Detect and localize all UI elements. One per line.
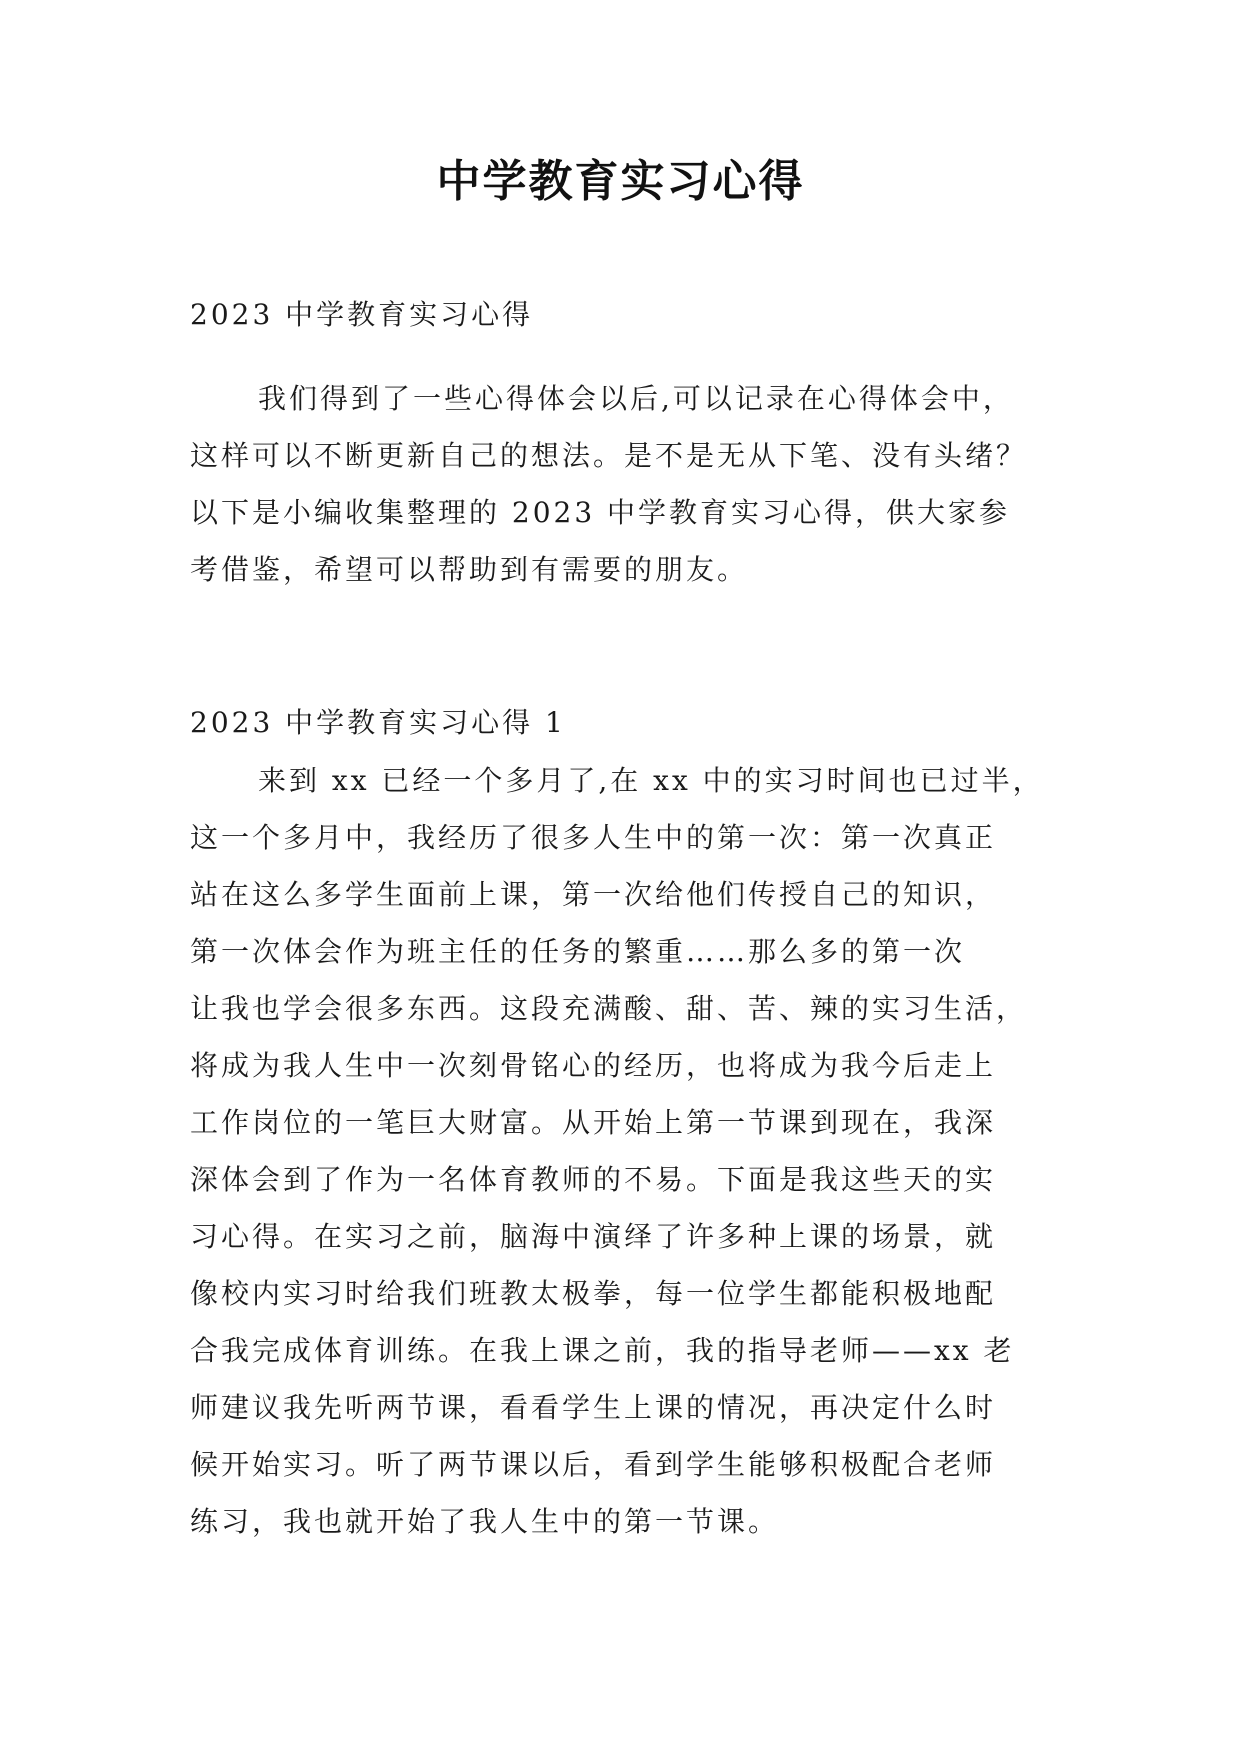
section-line: 深体会到了作为一名体育教师的不易。下面是我这些天的实 <box>190 1163 997 1196</box>
section-line: 来到 xx 已经一个多月了,在 xx 中的实习时间也已过半， <box>258 764 1044 797</box>
intro-line: 我们得到了一些心得体会以后,可以记录在心得体会中， <box>258 382 1014 415</box>
section-line: 工作岗位的一笔巨大财富。从开始上第一节课到现在，我深 <box>190 1106 997 1139</box>
section-line: 师建议我先听两节课，看看学生上课的情况，再决定什么时 <box>190 1391 997 1424</box>
intro-line: 考借鉴，希望可以帮助到有需要的朋友。 <box>190 553 749 586</box>
section-line: 这一个多月中，我经历了很多人生中的第一次：第一次真正 <box>190 821 997 854</box>
document-subtitle: 2023 中学教育实习心得 <box>190 298 534 331</box>
section-line: 第一次体会作为班主任的任务的繁重……那么多的第一次 <box>190 935 966 968</box>
section-line: 候开始实习。听了两节课以后，看到学生能够积极配合老师 <box>190 1448 997 1481</box>
intro-line: 以下是小编收集整理的 2023 中学教育实习心得，供大家参 <box>190 496 1011 529</box>
section-line: 站在这么多学生面前上课，第一次给他们传授自己的知识， <box>190 878 997 911</box>
document-title: 中学教育实习心得 <box>436 156 805 207</box>
section-line: 像校内实习时给我们班教太极拳，每一位学生都能积极地配 <box>190 1277 997 1310</box>
section-line: 练习，我也就开始了我人生中的第一节课。 <box>190 1505 780 1538</box>
section-line: 将成为我人生中一次刻骨铭心的经历，也将成为我今后走上 <box>190 1049 997 1082</box>
section-line: 合我完成体育训练。在我上课之前，我的指导老师——xx 老 <box>190 1334 1015 1367</box>
section-heading: 2023 中学教育实习心得 1 <box>190 706 566 739</box>
section-paragraph <box>190 752 1070 1550</box>
section-line: 习心得。在实习之前，脑海中演绎了许多种上课的场景，就 <box>190 1220 997 1253</box>
intro-line: 这样可以不断更新自己的想法。是不是无从下笔、没有头绪？ <box>190 439 1028 472</box>
intro-paragraph <box>190 370 1070 598</box>
section-line: 让我也学会很多东西。这段充满酸、甜、苦、辣的实习生活， <box>190 992 1028 1025</box>
